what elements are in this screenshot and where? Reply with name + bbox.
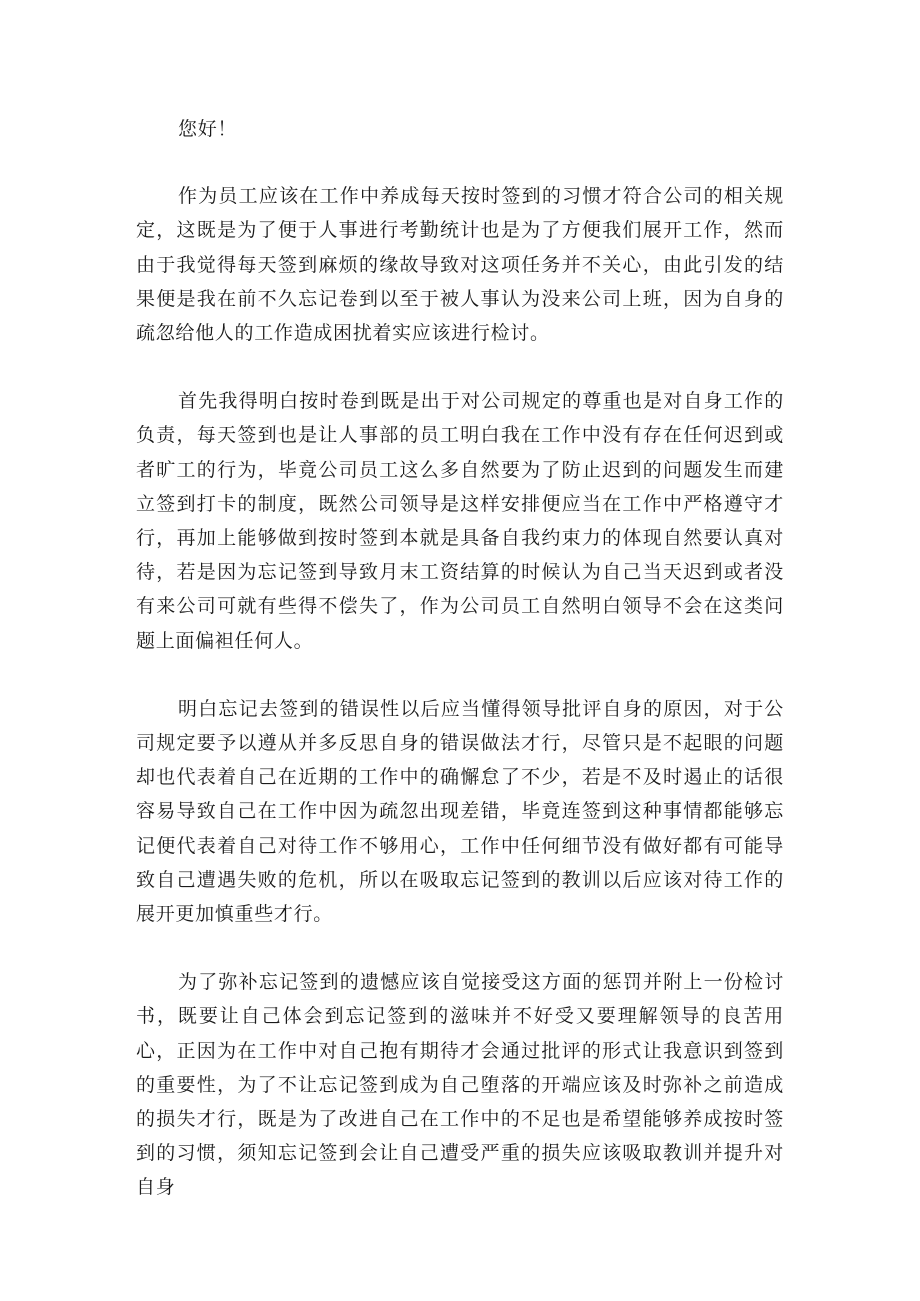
paragraph-3: 明白忘记去签到的错误性以后应当懂得领导批评自身的原因，对于公司规定要予以遵从并多反思自身的错误做法才行，尽管只是不起眼的问题却也代表着自己在近期的工作中的确懈怠了不少，若是不及时遏止的话很容易导致自己在工作中因为疏忽出现差错，毕竟连签到这种事情都能够忘记便代表着自己对待工作不够用心，工作中任何细节没有做好都有可能导致自己遭遇失败的危机，所以在吸取忘记签到的教训以后应该对待工作的展开更加慎重些才行。 bbox=[136, 697, 784, 926]
paragraph-2: 首先我得明白按时卷到既是出于对公司规定的尊重也是对自身工作的负责，每天签到也是让人事部的员工明白我在工作中没有存在任何迟到或者旷工的行为，毕竟公司员工这么多自然要为了防止迟到的问题发生而建立签到打卡的制度，既然公司领导是这样安排便应当在工作中严格遵守才行，再加上能够做到按时签到本就是具备自我约束力的体现自然要认真对待，若是因为忘记签到导致月末工资结算的时候认为自己当天迟到或者没有来公司可就有些得不偿失了，作为公司员工自然明白领导不会在这类问题上面偏袒任何人。 bbox=[136, 390, 784, 652]
greeting: 您好！ bbox=[178, 118, 238, 140]
paragraph-4: 为了弥补忘记签到的遗憾应该自觉接受这方面的惩罚并附上一份检讨书，既要让自己体会到忘记签到的滋味并不好受又要理解领导的良苦用心，正因为在工作中对自己抱有期待才会通过批评的形式让我意识到签到的重要性，为了不让忘记签到成为自己堕落的开端应该及时弥补之前造成的损失才行，既是为了改进自己在工作中的不足也是希望能够养成按时签到的习惯，须知忘记签到会让自己遭受严重的损失应该吸取教训并提升对自身 bbox=[136, 971, 784, 1199]
document-body bbox=[136, 112, 784, 1205]
paragraph-1: 作为员工应该在工作中养成每天按时签到的习惯才符合公司的相关规定，这既是为了便于人事进行考勤统计也是为了方便我们展开工作，然而由于我觉得每天签到麻烦的缘故导致对这项任务并不关心，由此引发的结果便是我在前不久忘记卷到以至于被人事认为没来公司上班，因为自身的疏忽给他人的工作造成困扰着实应该进行检讨。 bbox=[136, 185, 784, 345]
